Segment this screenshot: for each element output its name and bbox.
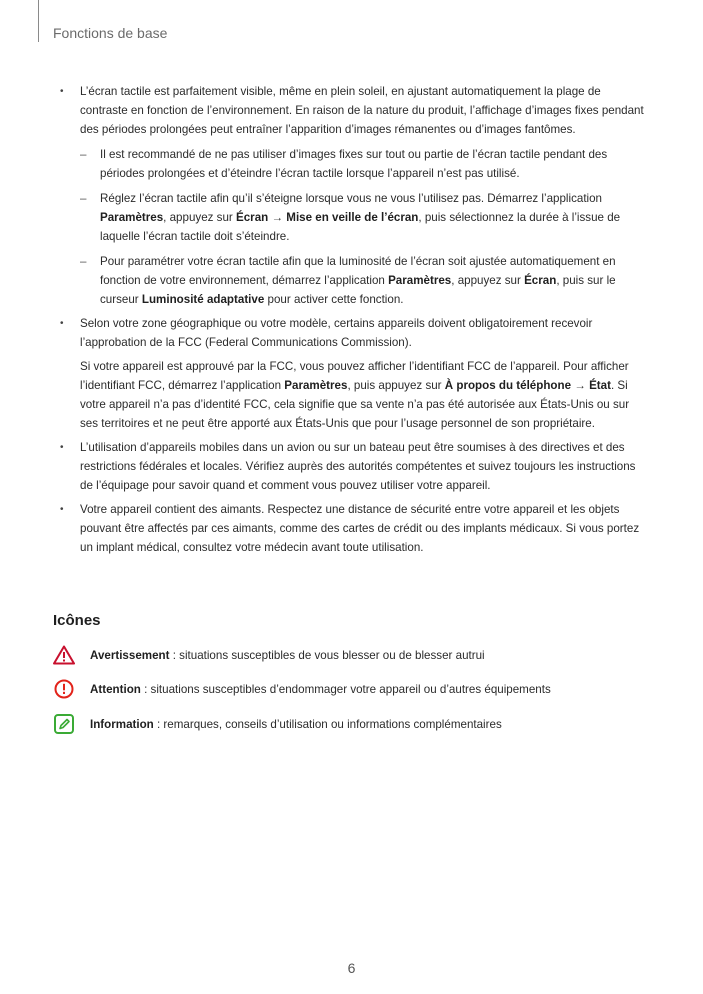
main-content — [60, 82, 650, 562]
list-item — [60, 314, 650, 433]
paragraph — [80, 357, 650, 433]
icon-legend-caution — [53, 677, 551, 701]
menu-term: Luminosité adaptative — [141, 293, 265, 306]
icon-label: Attention — [90, 682, 141, 696]
paragraph-text: , puis appuyez sur — [347, 379, 445, 392]
sub-text: , puis sur le curseur — [100, 274, 616, 306]
menu-term: État — [589, 379, 611, 392]
bullet-mark: • — [60, 86, 64, 97]
note-icon — [53, 713, 75, 735]
bullet-mark: • — [60, 442, 64, 453]
menu-term: Mise en veille de l’écran — [286, 211, 419, 224]
paragraph-text: . Si votre appareil n’a pas d’identité FCC, cela signifie que sa vente n’a pas été autorisée aux États-Unis ou sur ses territoires et ne peut être apporté aux États-Unis que pour l’usage personnel de son propriétaire. — [80, 379, 630, 430]
menu-term: Écran — [236, 211, 269, 224]
arrow: → — [571, 379, 590, 392]
header-rule — [38, 0, 39, 42]
sub-list-item — [80, 189, 650, 246]
menu-term: Paramètres — [388, 274, 452, 287]
menu-term: Écran — [524, 274, 557, 287]
sub-text: pour activer cette fonction. — [264, 293, 404, 306]
sub-list-item — [80, 252, 650, 309]
warning-icon — [53, 644, 75, 666]
list-item — [60, 438, 650, 495]
page-number: 6 — [347, 960, 356, 976]
sub-text: , appuyez sur — [163, 211, 236, 224]
list-item — [60, 500, 650, 557]
icon-legend-warning — [53, 643, 485, 667]
dash-mark: – — [80, 148, 87, 161]
section-title: Icônes — [53, 612, 101, 629]
caution-icon — [53, 678, 75, 700]
paragraph: Votre appareil contient des aimants. Respectez une distance de sécurité entre votre appareil et les objets pouvant être affectés par ces aimants, comme des cartes de crédit ou des implants médicaux. Si vous portez un implant médical, consultez votre médecin avant toute utilisation. — [80, 503, 640, 554]
list-item — [60, 82, 650, 309]
bullet-mark: • — [60, 318, 64, 329]
sub-text: Pour paramétrer votre écran tactile afin que la luminosité de l’écran soit ajustée automatiquement en fonction de votre environnement, démarrez l’application — [100, 255, 616, 287]
bullet-mark: • — [60, 504, 64, 515]
icon-description: : situations susceptibles d’endommager votre appareil ou d’autres équipements — [140, 682, 551, 696]
sub-text: Il est recommandé de ne pas utiliser d’images fixes sur tout ou partie de l’écran tactile pendant des périodes prolongées et d’éteindre l’écran tactile lorsque l’appareil n’est pas utilisé. — [100, 148, 608, 180]
dash-mark: – — [80, 255, 87, 268]
menu-term: Paramètres — [284, 379, 348, 392]
paragraph-text: Si votre appareil est approuvé par la FCC, vous pouvez afficher l’identifiant FCC de l’appareil. Pour afficher l’identifiant FCC, démarrez l’application — [80, 360, 629, 392]
paragraph: L’écran tactile est parfaitement visible, même en plein soleil, en ajustant automatiquement la plage de contraste en fonction de l’environnement. En raison de la nature du produit, l’affichage d’images fixes pendant des périodes prolongées peut entraîner l’apparition d’images rémanentes ou d’images fantômes. — [80, 85, 644, 136]
icon-legend-note — [53, 712, 502, 736]
icon-description: : situations susceptibles de vous blesser ou de blesser autrui — [169, 648, 485, 662]
dash-mark: – — [80, 192, 87, 205]
icon-label: Avertissement — [90, 648, 170, 662]
arrow: → — [268, 211, 287, 224]
paragraph: L’utilisation d’appareils mobiles dans un avion ou sur un bateau peut être soumises à des directives et des restrictions fédérales et locales. Vérifiez auprès des autorités compétentes et suivez toujours les instructions de l’équipage pour savoir quand et comment vous pouvez utiliser votre appareil. — [80, 441, 636, 492]
sub-list-item — [80, 145, 650, 183]
sub-text: , puis sélectionnez la durée à l’issue de laquelle l’écran tactile doit s’éteindre. — [100, 211, 621, 243]
menu-term: Paramètres — [100, 211, 164, 224]
icon-description: : remarques, conseils d’utilisation ou informations complémentaires — [153, 717, 502, 731]
section-header: Fonctions de base — [53, 25, 168, 41]
icon-label: Information — [90, 717, 154, 731]
sub-text: Réglez l’écran tactile afin qu’il s’éteigne lorsque vous ne vous l’utilisez pas. Démarrez l’application — [100, 192, 603, 205]
sub-text: , appuyez sur — [451, 274, 525, 287]
paragraph: Selon votre zone géographique ou votre modèle, certains appareils doivent obligatoirement recevoir l’approbation de la FCC (Federal Communications Commission). — [80, 317, 593, 349]
menu-term: À propos du téléphone — [444, 379, 572, 392]
